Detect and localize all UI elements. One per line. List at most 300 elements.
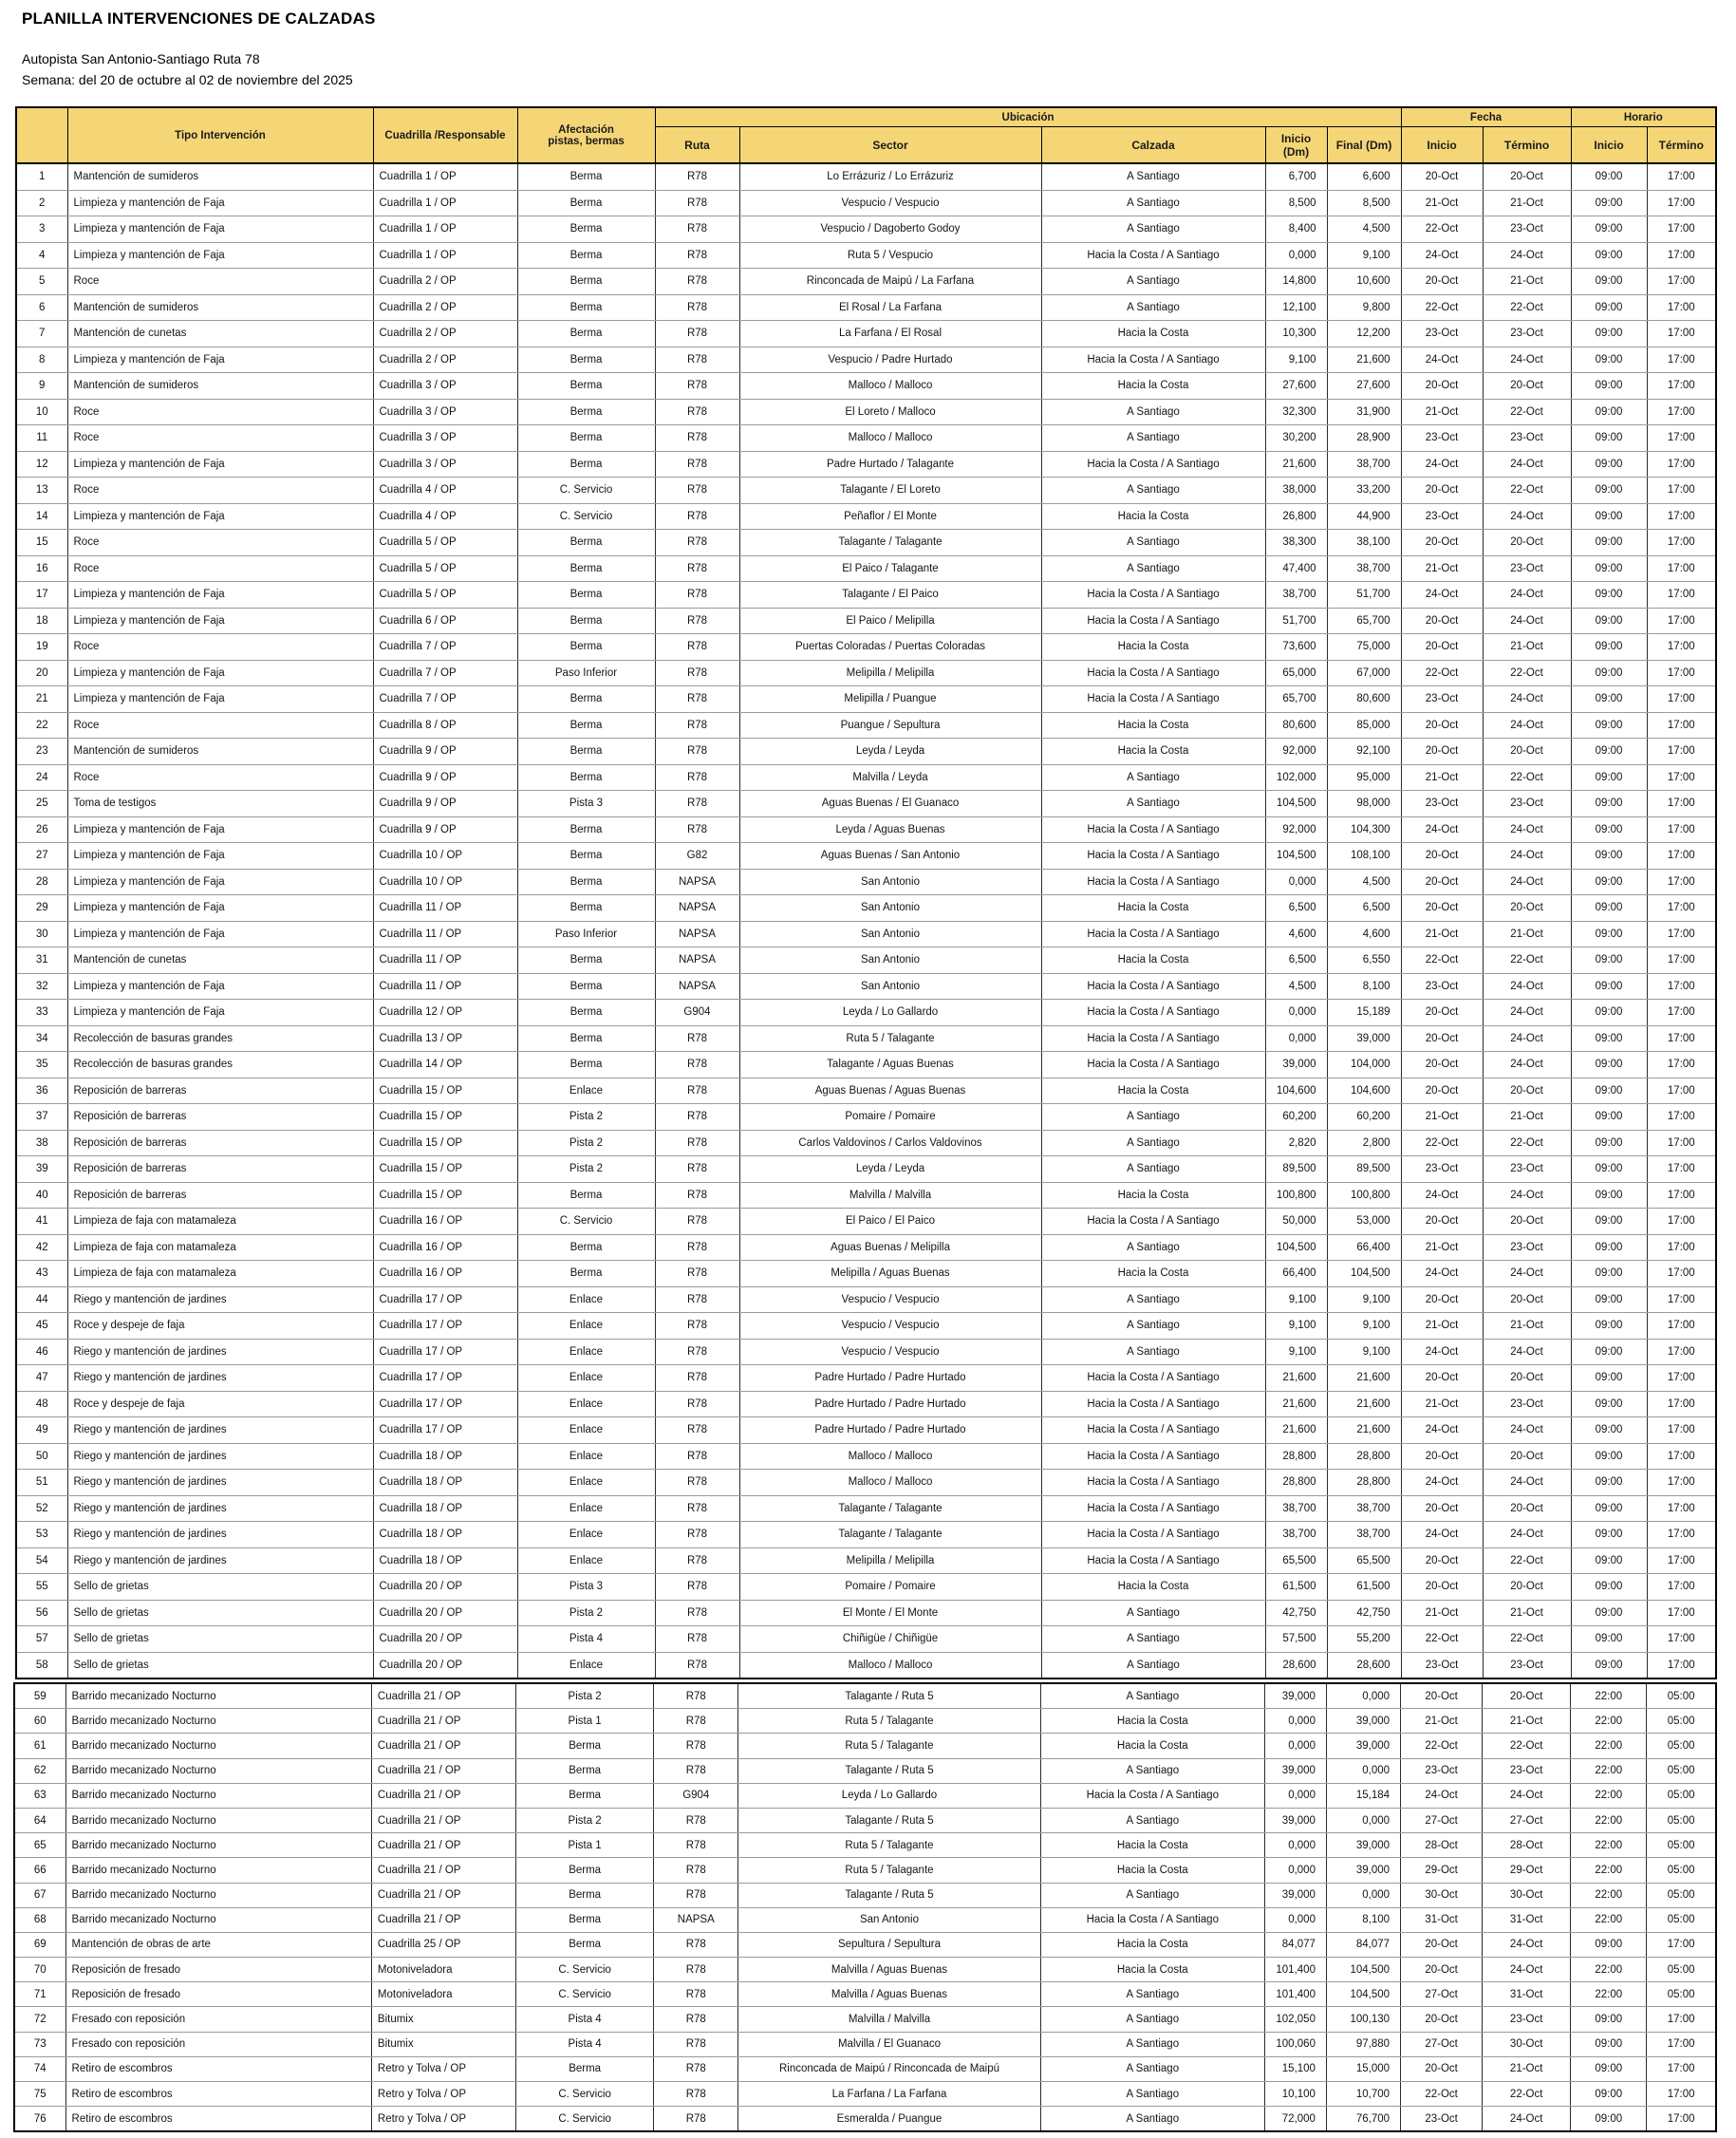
- horario-termino: 17:00: [1647, 216, 1716, 243]
- fecha-termino: 20-Oct: [1483, 1078, 1571, 1104]
- table-row: [16, 425, 1716, 452]
- tipo-intervencion: Riego y mantención de jardines: [67, 1417, 373, 1444]
- row-number: 30: [16, 921, 67, 947]
- afectacion: Pista 3: [517, 1574, 655, 1601]
- afectacion: Enlace: [517, 1443, 655, 1470]
- sector: Ruta 5 / Talagante: [738, 1734, 1040, 1758]
- horario-inicio: 09:00: [1571, 1261, 1647, 1287]
- tipo-intervencion: Sello de grietas: [67, 1626, 373, 1653]
- row-number: 35: [16, 1052, 67, 1078]
- sector: Padre Hurtado / Talagante: [739, 451, 1041, 478]
- horario-termino: 17:00: [1647, 1234, 1716, 1261]
- row-number: 5: [16, 269, 67, 295]
- sector: Malvilla / Malvilla: [739, 1182, 1041, 1209]
- table-row: [16, 634, 1716, 661]
- inicio-dm: 39,000: [1264, 1758, 1326, 1783]
- calzada: Hacia la Costa / A Santiago: [1041, 1443, 1265, 1470]
- horario-inicio: 09:00: [1571, 1286, 1647, 1313]
- ruta: R78: [655, 190, 739, 216]
- final-dm: 4,500: [1327, 216, 1401, 243]
- fecha-termino: 24-Oct: [1483, 347, 1571, 373]
- final-dm: 38,700: [1327, 1522, 1401, 1548]
- cuadrilla-responsable: Bitumix: [371, 2007, 515, 2032]
- calzada: A Santiago: [1041, 1104, 1265, 1131]
- fecha-inicio: 27-Oct: [1401, 2032, 1483, 2056]
- tipo-intervencion: Fresado con reposición: [65, 2032, 371, 2056]
- horario-termino: 17:00: [1647, 1626, 1716, 1653]
- afectacion: Berma: [517, 321, 655, 347]
- fecha-termino: 21-Oct: [1483, 190, 1571, 216]
- horario-termino: 17:00: [1647, 1052, 1716, 1078]
- horario-inicio: 09:00: [1571, 1417, 1647, 1444]
- horario-inicio: 09:00: [1571, 2056, 1647, 2081]
- ruta: R78: [655, 764, 739, 791]
- sector: Padre Hurtado / Padre Hurtado: [739, 1391, 1041, 1417]
- col-header-final-dm: Final (Dm): [1327, 127, 1401, 164]
- sector: La Farfana / El Rosal: [739, 321, 1041, 347]
- afectacion: Berma: [517, 895, 655, 922]
- sector: Malloco / Malloco: [739, 1652, 1041, 1679]
- inicio-dm: 66,400: [1265, 1261, 1327, 1287]
- calzada: Hacia la Costa / A Santiago: [1041, 660, 1265, 686]
- tipo-intervencion: Retiro de escombros: [65, 2107, 371, 2132]
- sector: Vespucio / Vespucio: [739, 1286, 1041, 1313]
- afectacion: C. Servicio: [516, 1982, 654, 2007]
- cuadrilla-responsable: Cuadrilla 17 / OP: [373, 1339, 517, 1365]
- cuadrilla-responsable: Cuadrilla 15 / OP: [373, 1104, 517, 1131]
- tipo-intervencion: Riego y mantención de jardines: [67, 1547, 373, 1574]
- fecha-termino: 20-Oct: [1483, 1286, 1571, 1313]
- ruta: R78: [655, 1182, 739, 1209]
- table-row: [14, 2056, 1716, 2081]
- inicio-dm: 32,300: [1265, 399, 1327, 425]
- ruta: R78: [654, 1833, 738, 1858]
- afectacion: Berma: [517, 634, 655, 661]
- final-dm: 104,500: [1327, 1261, 1401, 1287]
- horario-inicio: 09:00: [1571, 321, 1647, 347]
- tipo-intervencion: Limpieza y mantención de Faja: [67, 921, 373, 947]
- final-dm: 65,700: [1327, 608, 1401, 634]
- col-header-fecha-termino: Término: [1483, 127, 1571, 164]
- fecha-inicio: 20-Oct: [1401, 869, 1483, 895]
- afectacion: Berma: [517, 816, 655, 843]
- horario-termino: 05:00: [1647, 1783, 1716, 1808]
- horario-inicio: 22:00: [1571, 1958, 1647, 1982]
- tipo-intervencion: Riego y mantención de jardines: [67, 1495, 373, 1522]
- inicio-dm: 4,500: [1265, 973, 1327, 1000]
- fecha-inicio: 23-Oct: [1401, 1758, 1483, 1783]
- table-row: [14, 1907, 1716, 1932]
- row-number: 57: [16, 1626, 67, 1653]
- cuadrilla-responsable: Cuadrilla 21 / OP: [371, 1758, 515, 1783]
- sector: Malvilla / Leyda: [739, 764, 1041, 791]
- afectacion: Berma: [516, 2056, 654, 2081]
- ruta: R78: [655, 1365, 739, 1392]
- horario-termino: 17:00: [1647, 712, 1716, 739]
- row-number: 43: [16, 1261, 67, 1287]
- horario-termino: 17:00: [1647, 1932, 1716, 1957]
- sector: Ruta 5 / Vespucio: [739, 242, 1041, 269]
- cuadrilla-responsable: Cuadrilla 18 / OP: [373, 1443, 517, 1470]
- sector: Pomaire / Pomaire: [739, 1104, 1041, 1131]
- row-number: 6: [16, 294, 67, 321]
- row-number: 36: [16, 1078, 67, 1104]
- interventions-table-day: [15, 106, 1717, 1679]
- cuadrilla-responsable: Cuadrilla 21 / OP: [371, 1734, 515, 1758]
- fecha-termino: 20-Oct: [1483, 373, 1571, 400]
- inicio-dm: 6,700: [1265, 163, 1327, 190]
- row-number: 40: [16, 1182, 67, 1209]
- horario-inicio: 09:00: [1571, 347, 1647, 373]
- row-number: 3: [16, 216, 67, 243]
- row-number: 71: [14, 1982, 65, 2007]
- calzada: A Santiago: [1041, 1652, 1265, 1679]
- table-row: [16, 921, 1716, 947]
- calzada: A Santiago: [1041, 555, 1265, 582]
- fecha-termino: 23-Oct: [1483, 425, 1571, 452]
- ruta: R78: [655, 816, 739, 843]
- horario-termino: 17:00: [1647, 373, 1716, 400]
- cuadrilla-responsable: Cuadrilla 2 / OP: [373, 347, 517, 373]
- fecha-termino: 24-Oct: [1483, 1052, 1571, 1078]
- afectacion: Enlace: [517, 1547, 655, 1574]
- afectacion: Berma: [517, 347, 655, 373]
- row-number: 20: [16, 660, 67, 686]
- final-dm: 104,300: [1327, 816, 1401, 843]
- fecha-inicio: 20-Oct: [1401, 1365, 1483, 1392]
- fecha-inicio: 22-Oct: [1401, 2082, 1483, 2107]
- inicio-dm: 0,000: [1264, 1783, 1326, 1808]
- afectacion: Pista 1: [516, 1833, 654, 1858]
- afectacion: Pista 1: [516, 1709, 654, 1734]
- tipo-intervencion: Limpieza y mantención de Faja: [67, 347, 373, 373]
- tipo-intervencion: Limpieza y mantención de Faja: [67, 686, 373, 713]
- fecha-termino: 24-Oct: [1483, 1783, 1571, 1808]
- final-dm: 8,100: [1327, 973, 1401, 1000]
- horario-inicio: 09:00: [1571, 1574, 1647, 1601]
- table-row: [14, 1883, 1716, 1907]
- afectacion: Pista 2: [517, 1156, 655, 1183]
- inicio-dm: 38,000: [1265, 478, 1327, 504]
- sector: Vespucio / Padre Hurtado: [739, 347, 1041, 373]
- fecha-inicio: 20-Oct: [1401, 712, 1483, 739]
- horario-termino: 17:00: [1647, 921, 1716, 947]
- group-header-fecha: Fecha: [1401, 107, 1571, 127]
- col-header-horario-termino: Término: [1647, 127, 1716, 164]
- fecha-termino: 24-Oct: [1483, 1470, 1571, 1496]
- fecha-inicio: 20-Oct: [1401, 163, 1483, 190]
- calzada: A Santiago: [1041, 1339, 1265, 1365]
- fecha-termino: 23-Oct: [1483, 2007, 1571, 2032]
- cuadrilla-responsable: Cuadrilla 5 / OP: [373, 582, 517, 609]
- inicio-dm: 38,700: [1265, 1495, 1327, 1522]
- inicio-dm: 6,500: [1265, 947, 1327, 974]
- fecha-inicio: 20-Oct: [1401, 1495, 1483, 1522]
- fecha-inicio: 20-Oct: [1401, 269, 1483, 295]
- fecha-termino: 22-Oct: [1483, 294, 1571, 321]
- fecha-inicio: 20-Oct: [1401, 2056, 1483, 2081]
- table-row: [16, 1130, 1716, 1156]
- table-row: [14, 1833, 1716, 1858]
- table-row: [14, 1734, 1716, 1758]
- horario-inicio: 09:00: [1571, 686, 1647, 713]
- table-body-night: [14, 1683, 1716, 2131]
- inicio-dm: 39,000: [1264, 1683, 1326, 1709]
- sector: Malvilla / Malvilla: [738, 2007, 1040, 2032]
- tipo-intervencion: Barrido mecanizado Nocturno: [65, 1783, 371, 1808]
- calzada: A Santiago: [1041, 269, 1265, 295]
- cuadrilla-responsable: Cuadrilla 5 / OP: [373, 555, 517, 582]
- fecha-termino: 24-Oct: [1483, 1182, 1571, 1209]
- group-header-ubicacion: Ubicación: [655, 107, 1401, 127]
- fecha-termino: 21-Oct: [1483, 269, 1571, 295]
- calzada: Hacia la Costa / A Santiago: [1041, 1365, 1265, 1392]
- afectacion: Pista 2: [517, 1130, 655, 1156]
- final-dm: 39,000: [1326, 1734, 1400, 1758]
- fecha-inicio: 23-Oct: [1401, 503, 1483, 530]
- sector: Talagante / Aguas Buenas: [739, 1052, 1041, 1078]
- ruta: R78: [655, 608, 739, 634]
- tipo-intervencion: Reposición de barreras: [67, 1130, 373, 1156]
- horario-termino: 17:00: [1647, 739, 1716, 765]
- fecha-termino: 22-Oct: [1483, 478, 1571, 504]
- table-row: [16, 242, 1716, 269]
- final-dm: 28,800: [1327, 1470, 1401, 1496]
- row-number: 10: [16, 399, 67, 425]
- sector: Talagante / Talagante: [739, 530, 1041, 556]
- horario-inicio: 09:00: [1571, 1209, 1647, 1235]
- fecha-termino: 24-Oct: [1483, 869, 1571, 895]
- horario-inicio: 09:00: [1571, 1313, 1647, 1340]
- calzada: A Santiago: [1040, 1808, 1264, 1832]
- horario-inicio: 22:00: [1571, 1709, 1647, 1734]
- table-row: [16, 1495, 1716, 1522]
- horario-termino: 17:00: [1647, 399, 1716, 425]
- calzada: A Santiago: [1040, 2032, 1264, 2056]
- calzada: Hacia la Costa / A Santiago: [1041, 1522, 1265, 1548]
- ruta: R78: [655, 530, 739, 556]
- table-row: [16, 478, 1716, 504]
- final-dm: 39,000: [1326, 1709, 1400, 1734]
- fecha-inicio: 20-Oct: [1401, 1547, 1483, 1574]
- row-number: 7: [16, 321, 67, 347]
- table-row: [16, 399, 1716, 425]
- cuadrilla-responsable: Cuadrilla 9 / OP: [373, 739, 517, 765]
- ruta: NAPSA: [655, 895, 739, 922]
- inicio-dm: 28,800: [1265, 1470, 1327, 1496]
- horario-termino: 17:00: [1647, 2007, 1716, 2032]
- afectacion: Berma: [517, 973, 655, 1000]
- fecha-termino: 21-Oct: [1483, 921, 1571, 947]
- calzada: Hacia la Costa: [1041, 1574, 1265, 1601]
- inicio-dm: 51,700: [1265, 608, 1327, 634]
- table-row: [16, 582, 1716, 609]
- sector: Ruta 5 / Talagante: [739, 1025, 1041, 1052]
- afectacion: C. Servicio: [516, 1958, 654, 1982]
- ruta: R78: [654, 1758, 738, 1783]
- tipo-intervencion: Riego y mantención de jardines: [67, 1522, 373, 1548]
- ruta: R78: [655, 451, 739, 478]
- inicio-dm: 102,050: [1264, 2007, 1326, 2032]
- horario-termino: 17:00: [1647, 1339, 1716, 1365]
- table-row: [16, 895, 1716, 922]
- horario-inicio: 09:00: [1571, 1052, 1647, 1078]
- inicio-dm: 30,200: [1265, 425, 1327, 452]
- inicio-dm: 100,800: [1265, 1182, 1327, 1209]
- tipo-intervencion: Riego y mantención de jardines: [67, 1286, 373, 1313]
- ruta: R78: [655, 373, 739, 400]
- afectacion: Enlace: [517, 1078, 655, 1104]
- afectacion: Enlace: [517, 1313, 655, 1340]
- table-row: [16, 739, 1716, 765]
- sector: Talagante / El Paico: [739, 582, 1041, 609]
- inicio-dm: 15,100: [1264, 2056, 1326, 2081]
- fecha-termino: 24-Oct: [1483, 1261, 1571, 1287]
- tipo-intervencion: Roce y despeje de faja: [67, 1391, 373, 1417]
- table-row: [16, 1025, 1716, 1052]
- row-number: 34: [16, 1025, 67, 1052]
- afectacion: Berma: [517, 1261, 655, 1287]
- fecha-inicio: 24-Oct: [1401, 1182, 1483, 1209]
- horario-termino: 05:00: [1647, 1958, 1716, 1982]
- table-row: [16, 1261, 1716, 1287]
- fecha-inicio: 20-Oct: [1401, 1958, 1483, 1982]
- tipo-intervencion: Barrido mecanizado Nocturno: [65, 1808, 371, 1832]
- fecha-inicio: 20-Oct: [1401, 1683, 1483, 1709]
- horario-inicio: 22:00: [1571, 1808, 1647, 1832]
- horario-inicio: 09:00: [1571, 608, 1647, 634]
- row-number: 16: [16, 555, 67, 582]
- fecha-inicio: 28-Oct: [1401, 1833, 1483, 1858]
- horario-inicio: 09:00: [1571, 1234, 1647, 1261]
- tipo-intervencion: Roce: [67, 399, 373, 425]
- horario-inicio: 22:00: [1571, 1833, 1647, 1858]
- fecha-termino: 24-Oct: [1483, 843, 1571, 870]
- fecha-termino: 24-Oct: [1483, 1417, 1571, 1444]
- inicio-dm: 65,700: [1265, 686, 1327, 713]
- col-header-inicio-dm: Inicio (Dm): [1265, 127, 1327, 164]
- fecha-termino: 30-Oct: [1483, 2032, 1571, 2056]
- table-row: [16, 791, 1716, 817]
- fecha-inicio: 21-Oct: [1401, 399, 1483, 425]
- horario-inicio: 09:00: [1571, 399, 1647, 425]
- calzada: A Santiago: [1041, 294, 1265, 321]
- horario-termino: 17:00: [1647, 294, 1716, 321]
- inicio-dm: 14,800: [1265, 269, 1327, 295]
- cuadrilla-responsable: Cuadrilla 21 / OP: [371, 1907, 515, 1932]
- inicio-dm: 84,077: [1264, 1932, 1326, 1957]
- cuadrilla-responsable: Cuadrilla 3 / OP: [373, 373, 517, 400]
- fecha-inicio: 24-Oct: [1401, 1522, 1483, 1548]
- final-dm: 4,600: [1327, 921, 1401, 947]
- final-dm: 97,880: [1326, 2032, 1400, 2056]
- calzada: Hacia la Costa: [1041, 321, 1265, 347]
- sector: Melipilla / Melipilla: [739, 660, 1041, 686]
- fecha-inicio: 20-Oct: [1401, 1052, 1483, 1078]
- inicio-dm: 47,400: [1265, 555, 1327, 582]
- fecha-termino: 24-Oct: [1483, 1958, 1571, 1982]
- cuadrilla-responsable: Retro y Tolva / OP: [371, 2056, 515, 2081]
- tipo-intervencion: Retiro de escombros: [65, 2056, 371, 2081]
- final-dm: 104,500: [1326, 1958, 1400, 1982]
- ruta: R78: [654, 1982, 738, 2007]
- horario-inicio: 09:00: [1571, 294, 1647, 321]
- inicio-dm: 92,000: [1265, 739, 1327, 765]
- horario-inicio: 09:00: [1571, 2007, 1647, 2032]
- table-row: [16, 1104, 1716, 1131]
- final-dm: 8,100: [1326, 1907, 1400, 1932]
- horario-inicio: 09:00: [1571, 1078, 1647, 1104]
- table-row: [14, 2107, 1716, 2132]
- row-number: 22: [16, 712, 67, 739]
- fecha-termino: 20-Oct: [1483, 1683, 1571, 1709]
- afectacion: Berma: [516, 1883, 654, 1907]
- final-dm: 39,000: [1326, 1833, 1400, 1858]
- afectacion: Pista 4: [517, 1626, 655, 1653]
- cuadrilla-responsable: Cuadrilla 21 / OP: [371, 1783, 515, 1808]
- final-dm: 92,100: [1327, 739, 1401, 765]
- row-number: 63: [14, 1783, 65, 1808]
- calzada: A Santiago: [1041, 1626, 1265, 1653]
- sector: Vespucio / Vespucio: [739, 1313, 1041, 1340]
- fecha-inicio: 20-Oct: [1401, 1932, 1483, 1957]
- inicio-dm: 9,100: [1265, 1339, 1327, 1365]
- afectacion: C. Servicio: [517, 478, 655, 504]
- cuadrilla-responsable: Cuadrilla 21 / OP: [371, 1883, 515, 1907]
- afectacion: Berma: [517, 451, 655, 478]
- table-row: [14, 1709, 1716, 1734]
- tipo-intervencion: Riego y mantención de jardines: [67, 1443, 373, 1470]
- afectacion: Enlace: [517, 1652, 655, 1679]
- tipo-intervencion: Barrido mecanizado Nocturno: [65, 1709, 371, 1734]
- tipo-intervencion: Barrido mecanizado Nocturno: [65, 1734, 371, 1758]
- row-number: 4: [16, 242, 67, 269]
- cuadrilla-responsable: Cuadrilla 16 / OP: [373, 1234, 517, 1261]
- ruta: R78: [655, 1652, 739, 1679]
- tipo-intervencion: Mantención de obras de arte: [65, 1932, 371, 1957]
- row-number: 21: [16, 686, 67, 713]
- row-number: 50: [16, 1443, 67, 1470]
- afectacion: Pista 3: [517, 791, 655, 817]
- afectacion: Berma: [517, 608, 655, 634]
- horario-inicio: 09:00: [1571, 1495, 1647, 1522]
- fecha-inicio: 23-Oct: [1401, 2107, 1483, 2132]
- ruta: R78: [655, 163, 739, 190]
- table-row: [16, 816, 1716, 843]
- calzada: A Santiago: [1040, 2107, 1264, 2132]
- cuadrilla-responsable: Cuadrilla 18 / OP: [373, 1495, 517, 1522]
- fecha-termino: 22-Oct: [1483, 1734, 1571, 1758]
- horario-termino: 05:00: [1647, 1907, 1716, 1932]
- ruta: NAPSA: [654, 1907, 738, 1932]
- inicio-dm: 6,500: [1265, 895, 1327, 922]
- cuadrilla-responsable: Cuadrilla 11 / OP: [373, 921, 517, 947]
- tipo-intervencion: Limpieza y mantención de Faja: [67, 973, 373, 1000]
- inicio-dm: 0,000: [1264, 1709, 1326, 1734]
- row-number: 47: [16, 1365, 67, 1392]
- horario-inicio: 22:00: [1571, 1683, 1647, 1709]
- cuadrilla-responsable: Cuadrilla 5 / OP: [373, 530, 517, 556]
- table-row: [14, 1858, 1716, 1883]
- tipo-intervencion: Sello de grietas: [67, 1600, 373, 1626]
- horario-inicio: 22:00: [1571, 1858, 1647, 1883]
- cuadrilla-responsable: Cuadrilla 21 / OP: [371, 1833, 515, 1858]
- ruta: R78: [655, 478, 739, 504]
- table-row: [16, 1182, 1716, 1209]
- ruta: R78: [654, 1958, 738, 1982]
- ruta: R78: [655, 1574, 739, 1601]
- fecha-termino: 21-Oct: [1483, 1709, 1571, 1734]
